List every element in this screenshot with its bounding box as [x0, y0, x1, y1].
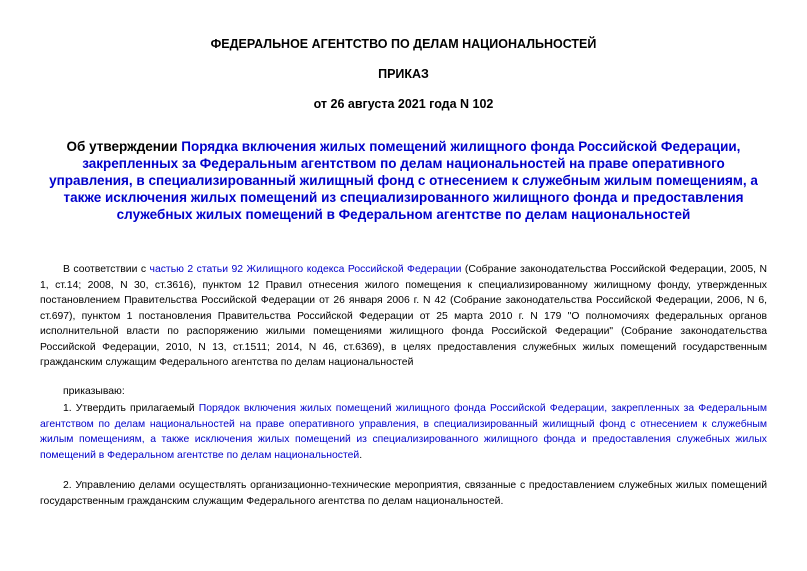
document-subject [40, 138, 767, 223]
item-1-end: . [359, 449, 363, 461]
subject-procedure-link[interactable]: Порядка включения жилых помещений жилищного фонда Российской Федерации, закрепленных за Федеральным агентством по делам национальностей на праве оперативного управления, в специализированный жилищный фонд с отнесением к служебным жилым помещениям, а также исключения жилых помещений из специализированного жилищного фонда и предоставления служебных жилых помещений в Федеральном агентстве по делам национальностей [49, 139, 758, 222]
housing-code-link[interactable]: частью 2 статьи 92 Жилищного кодекса Российской Федерации [149, 264, 462, 275]
subject-prefix: Об утверждении [66, 139, 182, 154]
item-1-start: 1. Утвердить прилагаемый [63, 403, 199, 414]
order-word: приказываю: [63, 386, 125, 397]
agency-title: ФЕДЕРАЛЬНОЕ АГЕНТСТВО ПО ДЕЛАМ НАЦИОНАЛЬНОСТЕЙ [210, 37, 597, 51]
item-1-paragraph [40, 401, 767, 463]
preamble-paragraph [40, 262, 767, 371]
document-date-number: от 26 августа 2021 года N 102 [313, 97, 494, 111]
procedure-link[interactable]: Порядок включения жилых помещений жилищного фонда Российской Федерации, закрепленных за Федеральным агентством по делам национальностей на праве оперативного управления, в специализированный жилищный фонд с отнесением к служебным жилым помещениям, а также исключения жилых помещений из специализированного жилищного фонда и предоставления служебных жилых помещений в Федеральном агентстве по делам национальностей [40, 403, 767, 461]
document-type: ПРИКАЗ [378, 67, 429, 81]
item-2-paragraph: 2. Управлению делами осуществлять организационно-технические мероприятия, связанные с предоставлением служебных жилых помещений государственным гражданским служащим Федерального агентства по делам национальностей. [40, 480, 767, 507]
preamble-start: В соответствии с [63, 264, 150, 275]
preamble-rest: (Собрание законодательства Российской Федерации, 2005, N 1, ст.14; 2008, N 30, ст.3616), пунктом 12 Правил отнесения жилого помещения к специализированному жилищному фонду, утвержденных постановлением Правительства Российской Федерации от 26 января 2006 г. N 42 (Собрание законодательства Российской Федерации, 2006, N 6, ст.697), пунктом 1 постановления Правительства Российской Федерации от 25 марта 2010 г. N 179 "О полномочиях федеральных органов исполнительной власти по распоряжению жилыми помещениями жилищного фонда Российской Федерации" (Собрание законодательства Российской Федерации, 2010, N 13, ст.1511; 2014, N 46, ст.6369), в целях предоставления служебных жилых помещений государственным гражданским служащим Федерального агентства по делам национальностей [40, 264, 767, 368]
